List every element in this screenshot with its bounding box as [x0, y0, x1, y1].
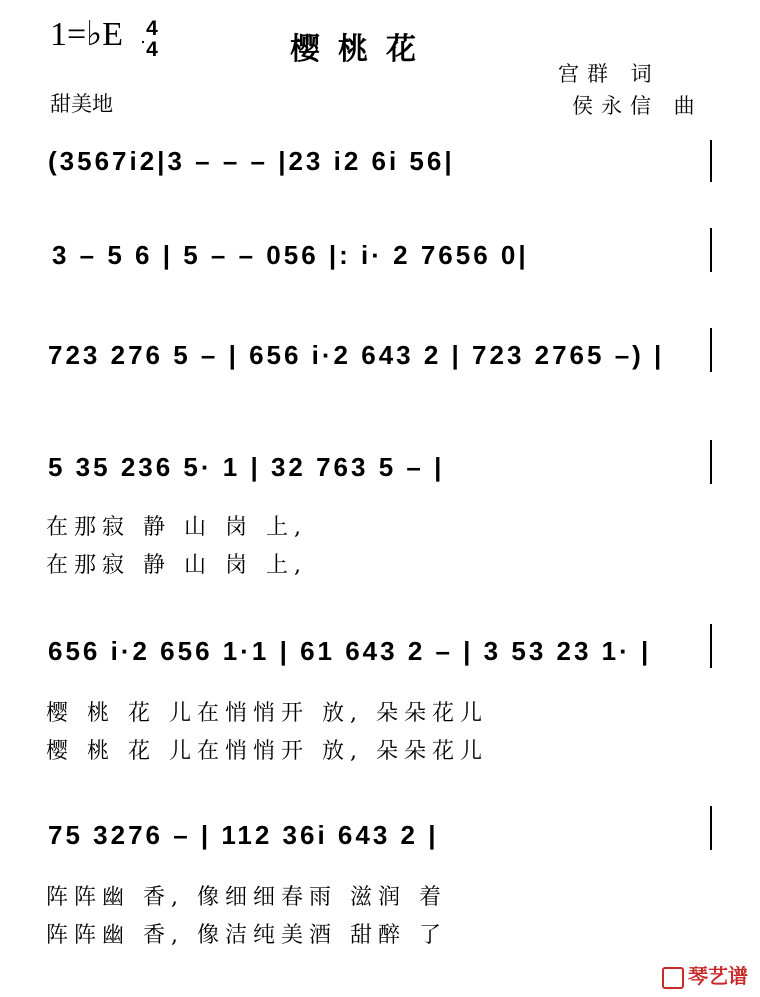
key-signature: 1=♭E	[50, 16, 123, 53]
score-line-1: (3567i2|3 – – – |23 i2 6i 56|	[48, 146, 455, 176]
barline	[710, 624, 712, 668]
barline	[710, 440, 712, 484]
lyrics-verse-2: 在那寂 静 山 岗 上,	[46, 553, 307, 578]
lyrics-verse-2: 樱 桃 花 儿在悄悄开 放, 朵朵花儿	[46, 739, 488, 764]
barline	[710, 140, 712, 182]
barline	[710, 806, 712, 850]
watermark-logo: 琴艺谱	[662, 960, 748, 989]
lyrics-verse-2: 阵阵幽 香, 像洁纯美酒 甜醉 了	[46, 923, 447, 948]
lyricist-credit: 宫群 词	[558, 62, 660, 86]
tempo-marking: 甜美地	[50, 92, 113, 116]
score-line-3: 723 276 5 – | 656 i·2 643 2 | 723 2765 –) |	[48, 340, 665, 370]
composer-credit: 侯永信 曲	[572, 94, 703, 118]
lyrics-verse-1: 在那寂 静 山 岗 上,	[46, 515, 307, 540]
time-numerator: 4	[146, 17, 158, 40]
score-line-6: 75 3276 – | 112 36i 643 2 |	[48, 820, 439, 850]
barline	[710, 328, 712, 372]
score-line-4: 5 35 236 5· 1 | 32 763 5 – |	[48, 452, 445, 482]
time-denominator: 4	[146, 38, 158, 61]
score-line-2: 3 – 5 6 | 5 – – 056 |: i· 2 7656 0|	[52, 240, 529, 270]
score-line-5: 656 i·2 656 1·1 | 61 643 2 – | 3 53 23 1· |	[48, 636, 652, 666]
time-signature	[142, 18, 162, 60]
barline	[710, 228, 712, 272]
music-logo-icon	[662, 967, 684, 989]
lyrics-verse-1: 阵阵幽 香, 像细细春雨 滋润 着	[46, 885, 447, 910]
song-title: 樱桃花	[290, 32, 434, 67]
lyrics-verse-1: 樱 桃 花 儿在悄悄开 放, 朵朵花儿	[46, 701, 488, 726]
